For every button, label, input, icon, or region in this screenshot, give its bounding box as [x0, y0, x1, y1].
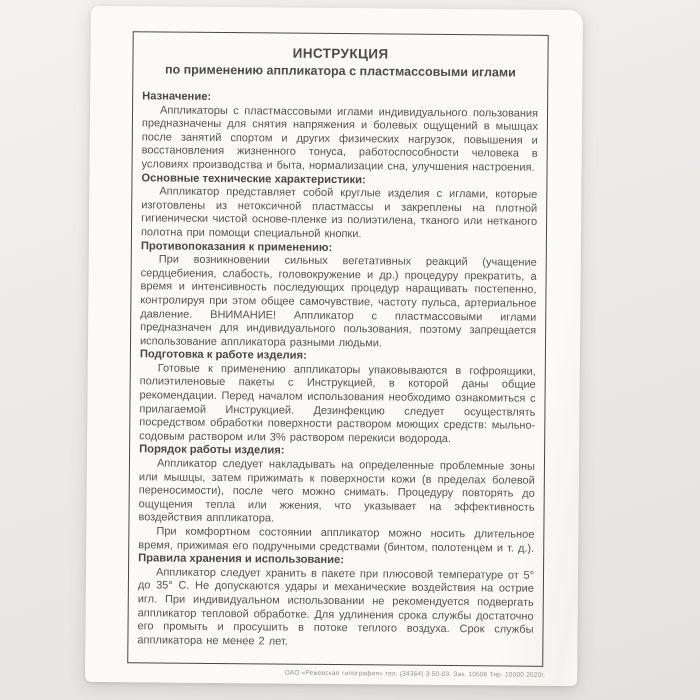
- print-shop-info: ОАО «Режевская типография» тел. (34364) 3-50-03. Зак. 10506 Тир. 10000 2020г.: [284, 669, 546, 679]
- section-heading: Правила хранения и использование:: [138, 552, 345, 567]
- instruction-sheet: [85, 6, 583, 686]
- section-paragraph: Аппликаторы с пластмассовыми иглами индивидуального пользования предназначены для снятия напряжения и болевых ощущений в мышцах после занятий спортом и других физических нагрузок, повышения и восстановления жизненного тонуса, работоспособности человека в условиях производства и быта, нормализации сна, улучшения настроения.: [141, 104, 539, 174]
- section-heading: Подготовка к работе изделия:: [139, 348, 307, 363]
- section-paragraph: Аппликатор представляет собой круглые изделия с иглами, которые изготовлены из нетоксичной пластмассы и закреплены на плотной гигиенически чистой основе-пленке из полиэтилена, тканого или нетканого полотна при помощи специальной кнопки.: [140, 185, 538, 241]
- page-border-frame: [127, 31, 548, 667]
- page-content: [128, 32, 547, 651]
- section-paragraph: При комфортном состоянии аппликатор можно носить длительное время, прижимая его подручными средствами (бинтом, полотенцем и т. д.).: [138, 525, 535, 555]
- section-paragraph: Аппликатор следует накладывать на определенные проблемные зоны или мышцы, затем прижимать к поверхности кожи (в пределах болевой переносимости), после чего можно снимать. Процедуру повторять до ощущения тепла или жжения, что указывает на эффективность воздействия аппликатора.: [138, 457, 536, 525]
- section-heading: Основные технические характеристики:: [141, 171, 366, 186]
- section-heading: Назначение:: [142, 90, 212, 103]
- section-heading: Противопоказания к применению:: [140, 239, 333, 254]
- section-paragraph: Аппликатор следует хранить в пакете при плюсовой температуре от 5° до 35° С. Не допускаются удары и механические воздействия на острие игл. При индивидуальном использовании не рекомендуется подвергать аппликатор тепловой обработке. Для удлинения срока службы достаточно его промыть и просушить в потоке теплого воздуха. Срок службы аппликатора не менее 2 лет.: [137, 566, 535, 648]
- section-purpose: [142, 90, 539, 175]
- section-paragraph: Готовые к применению аппликаторы упаковываются в гофроящики, полиэтиленовые пакеты с Инструкцией, в которой даны общие рекомендации. Перед началом использования необходимо ознакомиться с прилагаемой Инструкцией. Дезинфекцию следует осуществлять посредством обработки поверхности раствором моющих средств: мыльно-содовым раствором или 3% раствором перекиси водорода.: [139, 362, 536, 445]
- section-heading: Порядок работы изделия:: [139, 443, 285, 458]
- doc-subtitle: по применению аппликатора с пластмассовыми иглами: [164, 62, 516, 80]
- section-usage-procedure: [138, 444, 535, 556]
- section-contraindications: [140, 240, 537, 352]
- section-storage-rules: [137, 552, 534, 651]
- section-preparation: [139, 349, 536, 448]
- section-paragraph: При возникновении сильных вегетативных реакций (учащение сердцебиения, слабость, головокружение и др.) процедуру прекратить, а время и интенсивность последующих процедур наращивать постепенно, контролируя при этом общее самочувствие, частоту пульса, артериальное давление. ВНИМАНИЕ! Аппликатор с пластмассовыми иглами предназначен для индивидуального пользования, поэтому запрещается использование аппликатора разными людьми.: [139, 253, 537, 350]
- doc-title: ИНСТРУКЦИЯ: [292, 45, 389, 62]
- section-specs: [141, 172, 538, 243]
